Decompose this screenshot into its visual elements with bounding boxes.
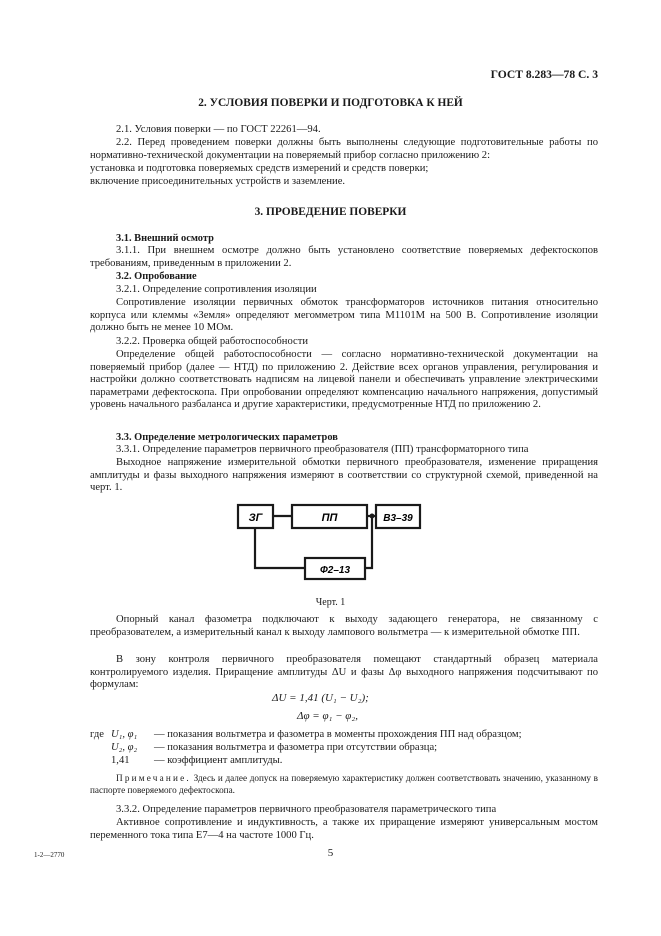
para-3-1-1: 3.1.1. При внешнем осмотре должно быть установлено соответствие поверяемых дефектоскопов требованиям, приведенным в приложении 2. <box>90 245 598 269</box>
legend-symbol-2: U₂, φ₂ <box>111 742 138 753</box>
para-2-2-item-2: включение присоединительных устройств и заземление. <box>90 176 346 187</box>
note-paragraph <box>90 773 598 796</box>
subsection-3-1-title: 3.1. Внешний осмотр <box>116 233 214 244</box>
legend-text-1: — показания вольтметра и фазометра в моменты прохождения ПП над образцом; <box>154 729 522 740</box>
legend-text-3: — коэффициент амплитуды. <box>154 755 283 766</box>
para-3-3-2-text: Активное сопротивление и индуктивность, а также их приращение измеряют универсальным мостом переменного тока типа Е7—4 на частоте 1000 Гц. <box>90 817 598 841</box>
figure-caption: Черт. 1 <box>315 597 346 608</box>
legend-text-2: — показания вольтметра и фазометра при отсутствии образца; <box>154 742 438 753</box>
para-2-2-item-1: установка и подготовка поверяемых средств измерений и средств поверки; <box>90 163 429 174</box>
para-2-1: 2.1. Условия поверки — по ГОСТ 22261—94. <box>116 124 321 135</box>
section-2-title: 2. УСЛОВИЯ ПОВЕРКИ И ПОДГОТОВКА К НЕЙ <box>198 97 463 109</box>
section-3-title: 3. ПРОВЕДЕНИЕ ПОВЕРКИ <box>254 206 407 218</box>
para-3-3-1-heading: 3.3.1. Определение параметров первичного преобразователя (ПП) трансформаторного типа <box>116 444 529 455</box>
note-label: Примечание. <box>116 773 191 783</box>
generator-label: ЗГ <box>248 512 263 524</box>
para-3-2-2-heading: 3.2.2. Проверка общей работоспособности <box>116 336 309 347</box>
block-diagram <box>200 500 460 592</box>
legend-symbol-3: 1,41 <box>111 755 130 766</box>
para-3-2-2-text: Определение общей работоспособности — согласно нормативно-технической документации на поверяемый прибор (далее — НТД) по приложению 2. Действие всех органов управления, регулирования и настройки должно соответствовать надписям на лицевой панели и обеспечивать управление электрическими параметрами дефектоскопа. При опробовании определяют компенсацию начального напряжения, допустимый уровень начального разбаланса и другие характеристики, предусмотренные НТД по приложению 2. <box>90 349 598 411</box>
para-3-3-2-heading: 3.3.2. Определение параметров первичного преобразователя параметрического типа <box>116 804 497 815</box>
phasemeter-label: Ф2–13 <box>319 565 351 576</box>
para-phasemeter: Опорный канал фазометра подключают к выходу задающего генератора, не связанному с преобразователем, а измерительный канал к выходу лампового вольтметра — к измерительной обмотке ПП. <box>90 614 598 638</box>
para-3-2-1-text: Сопротивление изоляции первичных обмоток трансформаторов источников питания относительно корпуса или клеммы «Земля» определяют мегомметром типа М1101М на 500 В. Сопротивление изоляции должно быть не менее 10 МОм. <box>90 297 598 334</box>
voltmeter-label: В3–39 <box>383 513 413 524</box>
note-text: Здесь и далее допуск на поверяемую характеристику должен соответствовать значению, указанному в паспорте поверяемого дефектоскопа. <box>90 773 598 795</box>
print-code: 1-2—2770 <box>34 851 65 859</box>
formula-delta-u: ΔU = 1,41 (U₁ − U₂); <box>272 692 369 704</box>
para-zone: В зону контроля первичного преобразователя помещают стандартный образец материала контролируемого изделия. Приращение амплитуды ΔU и фазы Δφ выходного напряжения подсчитывают по формулам: <box>90 654 598 691</box>
page-header: ГОСТ 8.283—78 С. 3 <box>490 68 598 81</box>
pp-label: ПП <box>321 512 338 524</box>
formula-delta-phi: Δφ = φ₁ − φ₂, <box>297 710 358 722</box>
junction-dot <box>370 514 375 519</box>
subsection-3-3-title: 3.3. Определение метрологических параметров <box>116 432 338 443</box>
para-3-2-1-heading: 3.2.1. Определение сопротивления изоляции <box>116 284 317 295</box>
para-3-3-1-text: Выходное напряжение измерительной обмотки первичного преобразователя, изменение приращения амплитуды и фазы выходного напряжения измеряют в соответствии со структурной схемой, приведенной на черт. 1. <box>90 457 598 494</box>
page-number: 5 <box>327 847 334 859</box>
legend-where: где <box>90 729 104 740</box>
legend-symbol-1: U₁, φ₁ <box>111 729 138 740</box>
wire-gen-phase <box>255 528 305 568</box>
para-2-2: 2.2. Перед проведением поверки должны быть выполнены следующие подготовительные работы по нормативно-технической документации на поверяемый прибор согласно приложению 2: <box>90 137 598 161</box>
subsection-3-2-title: 3.2. Опробование <box>116 271 197 282</box>
